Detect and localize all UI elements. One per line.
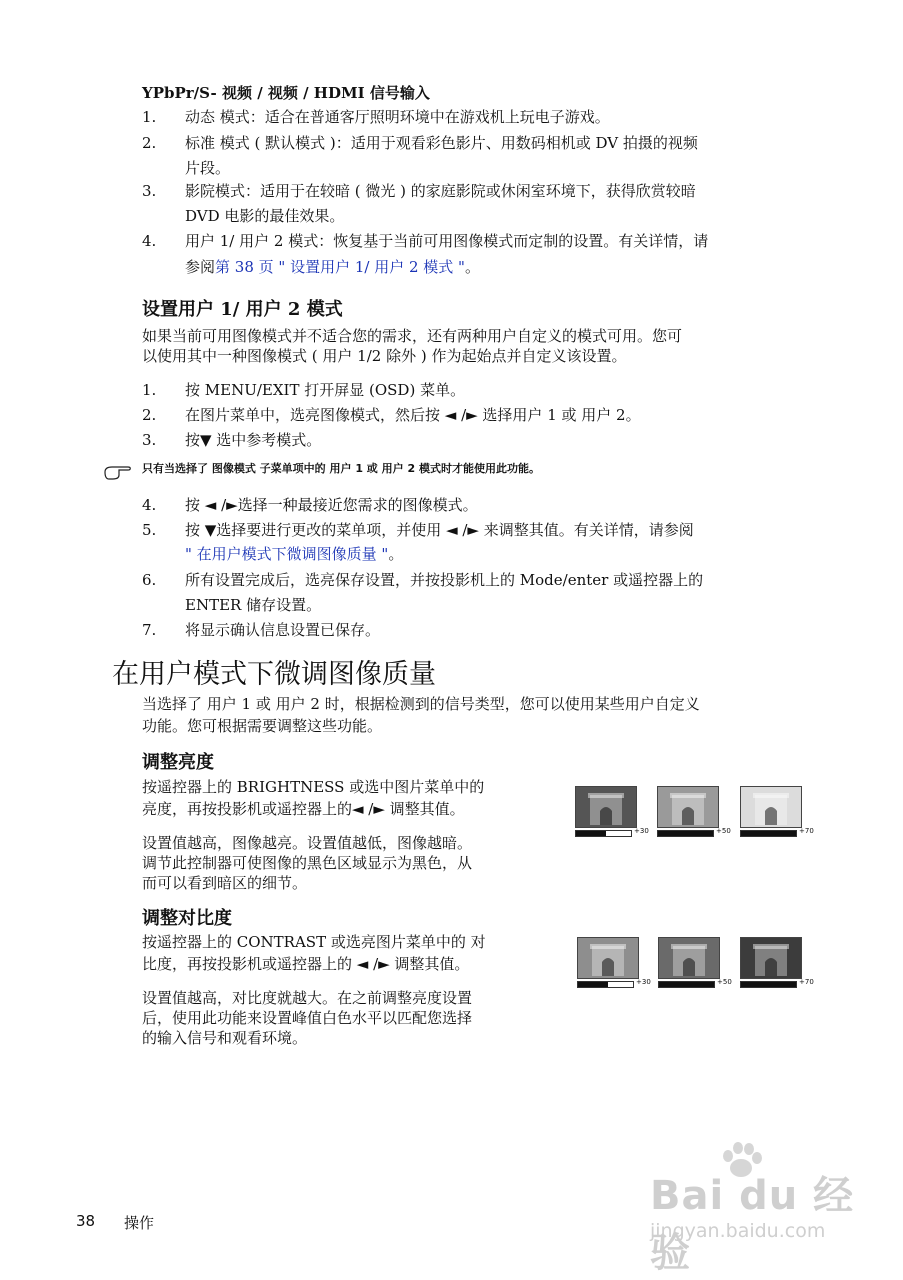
arch-photo-sample (577, 937, 639, 979)
page-number: 38 (76, 1212, 96, 1230)
arch-photo-sample (657, 786, 719, 828)
watermark-logo: Bai du 经验 (650, 1173, 855, 1276)
user-mode-heading: 设置用户 1/ 用户 2 模式 (142, 299, 343, 320)
list-text-prefix: 参阅 (185, 258, 216, 276)
fine-tune-intro-line2: 功能。您可根据需要调整这些功能。 (142, 717, 383, 735)
contrast-heading: 调整对比度 (142, 908, 232, 929)
fine-tune-intro-line1: 当选择了 用户 1 或 用户 2 时，根据检测到的信号类型，您可以使用某些用户自定义 (142, 695, 700, 713)
level-bar (657, 827, 731, 837)
step-number: 5. (142, 521, 157, 539)
level-bar-fill (741, 831, 796, 836)
step-text: 按 ▼选择要进行更改的菜单项，并使用 ◄ /► 来调整其值。有关详情，请参阅 (185, 521, 694, 539)
contrast-sample (658, 937, 732, 988)
step-number: 6. (142, 571, 157, 589)
list-number: 3. (142, 182, 157, 200)
list-number: 2. (142, 134, 157, 152)
level-value: +70 (799, 827, 814, 835)
step-text: 按 ◄ /►选择一种最接近您需求的图像模式。 (185, 496, 478, 514)
level-bar (740, 827, 814, 837)
step-text: 按 MENU/EXIT 打开屏显 (OSD) 菜单。 (185, 381, 466, 399)
level-value: +30 (636, 978, 651, 986)
list-text: 片段。 (185, 159, 231, 177)
pointing-hand-icon (104, 462, 136, 484)
level-value: +30 (634, 827, 649, 835)
level-bar (740, 978, 814, 988)
step-number: 1. (142, 381, 157, 399)
list-text (185, 254, 815, 280)
brightness-heading: 调整亮度 (142, 752, 214, 773)
brightness-sample (575, 786, 649, 837)
brightness-text: 按遥控器上的 BRIGHTNESS 或选中图片菜单中的 (142, 778, 485, 796)
level-bar (658, 978, 732, 988)
watermark-url: jingyan.baidu.com (650, 1220, 826, 1242)
contrast-sample (577, 937, 651, 988)
level-bar (577, 978, 651, 988)
contrast-text: 按遥控器上的 CONTRAST 或选亮图片菜单中的 对 (142, 933, 486, 951)
baidu-watermark (650, 1150, 880, 1276)
brightness-sample (657, 786, 731, 837)
level-bar (575, 827, 649, 837)
list-text: 用户 1/ 用户 2 模式：恢复基于当前可用图像模式而定制的设置。有关详情，请 (185, 232, 709, 250)
level-bar-fill (578, 982, 608, 987)
list-text: 标准 模式 ( 默认模式 )：适用于观看彩色影片、用数码相机或 DV 拍摄的视频 (185, 134, 698, 152)
list-number: 4. (142, 232, 157, 250)
contrast-text: 比度，再按投影机或遥控器上的 ◄ /► 调整其值。 (142, 955, 470, 973)
contrast-text: 后，使用此功能来设置峰值白色水平以匹配您选择 (142, 1009, 473, 1027)
arch-photo-sample (575, 786, 637, 828)
fine-tune-link[interactable]: " 在用户模式下微调图像质量 " (185, 545, 389, 563)
list-text-suffix: 。 (464, 258, 480, 276)
level-value: +50 (717, 978, 732, 986)
page-38-link[interactable]: 第 38 页 " 设置用户 1/ 用户 2 模式 " (215, 258, 465, 276)
step-number: 7. (142, 621, 157, 639)
note-text: 只有当选择了 图像模式 子菜单项中的 用户 1 或 用户 2 模式时才能使用此功能。 (142, 462, 540, 475)
user-mode-intro-line1: 如果当前可用图像模式并不适合您的需求，还有两种用户自定义的模式可用。您可 (142, 327, 683, 345)
step-text (185, 541, 815, 567)
step-text: 将显示确认信息设置已保存。 (185, 621, 381, 639)
contrast-text: 的输入信号和观看环境。 (142, 1029, 308, 1047)
page-title: 在用户模式下微调图像质量 (112, 659, 436, 690)
brightness-text: 调节此控制器可使图像的黑色区域显示为黑色，从 (142, 854, 473, 872)
step-text: 按▼ 选中参考模式。 (185, 431, 322, 449)
footer-section-label: 操作 (124, 1214, 155, 1232)
brightness-text: 设置值越高，图像越亮。设置值越低，图像越暗。 (142, 834, 473, 852)
list-number: 1. (142, 108, 157, 126)
level-bar-fill (576, 831, 606, 836)
level-bar-fill (659, 982, 714, 987)
brightness-text: 亮度，再按投影机或遥控器上的◄ /► 调整其值。 (142, 800, 465, 818)
arch-photo-sample (740, 937, 802, 979)
list-text: 影院模式：适用于在较暗 ( 微光 ) 的家庭影院或休闲室环境下，获得欣赏较暗 (185, 182, 696, 200)
level-bar-fill (658, 831, 713, 836)
step-text: 在图片菜单中，选亮图像模式，然后按 ◄ /► 选择用户 1 或 用户 2。 (185, 406, 641, 424)
brightness-sample (740, 786, 814, 837)
contrast-sample (740, 937, 814, 988)
step-text: 所有设置完成后，选亮保存设置，并按投影机上的 Mode/enter 或遥控器上的 (185, 571, 704, 589)
step-text-suffix: 。 (388, 545, 404, 563)
arch-photo-sample (740, 786, 802, 828)
step-text: ENTER 储存设置。 (185, 596, 322, 614)
level-value: +50 (716, 827, 731, 835)
step-number: 3. (142, 431, 157, 449)
list-text: DVD 电影的最佳效果。 (185, 207, 345, 225)
contrast-text: 设置值越高，对比度就越大。在之前调整亮度设置 (142, 989, 473, 1007)
level-value: +70 (799, 978, 814, 986)
brightness-text: 而可以看到暗区的细节。 (142, 874, 308, 892)
level-bar-fill (741, 982, 796, 987)
signal-input-subheading: YPbPr/S- 视频 / 视频 / HDMI 信号输入 (142, 84, 430, 102)
step-number: 2. (142, 406, 157, 424)
arch-photo-sample (658, 937, 720, 979)
step-number: 4. (142, 496, 157, 514)
user-mode-intro-line2: 以使用其中一种图像模式 ( 用户 1/2 除外 ) 作为起始点并自定义该设置。 (142, 347, 627, 365)
list-text: 动态 模式：适合在普通客厅照明环境中在游戏机上玩电子游戏。 (185, 108, 610, 126)
